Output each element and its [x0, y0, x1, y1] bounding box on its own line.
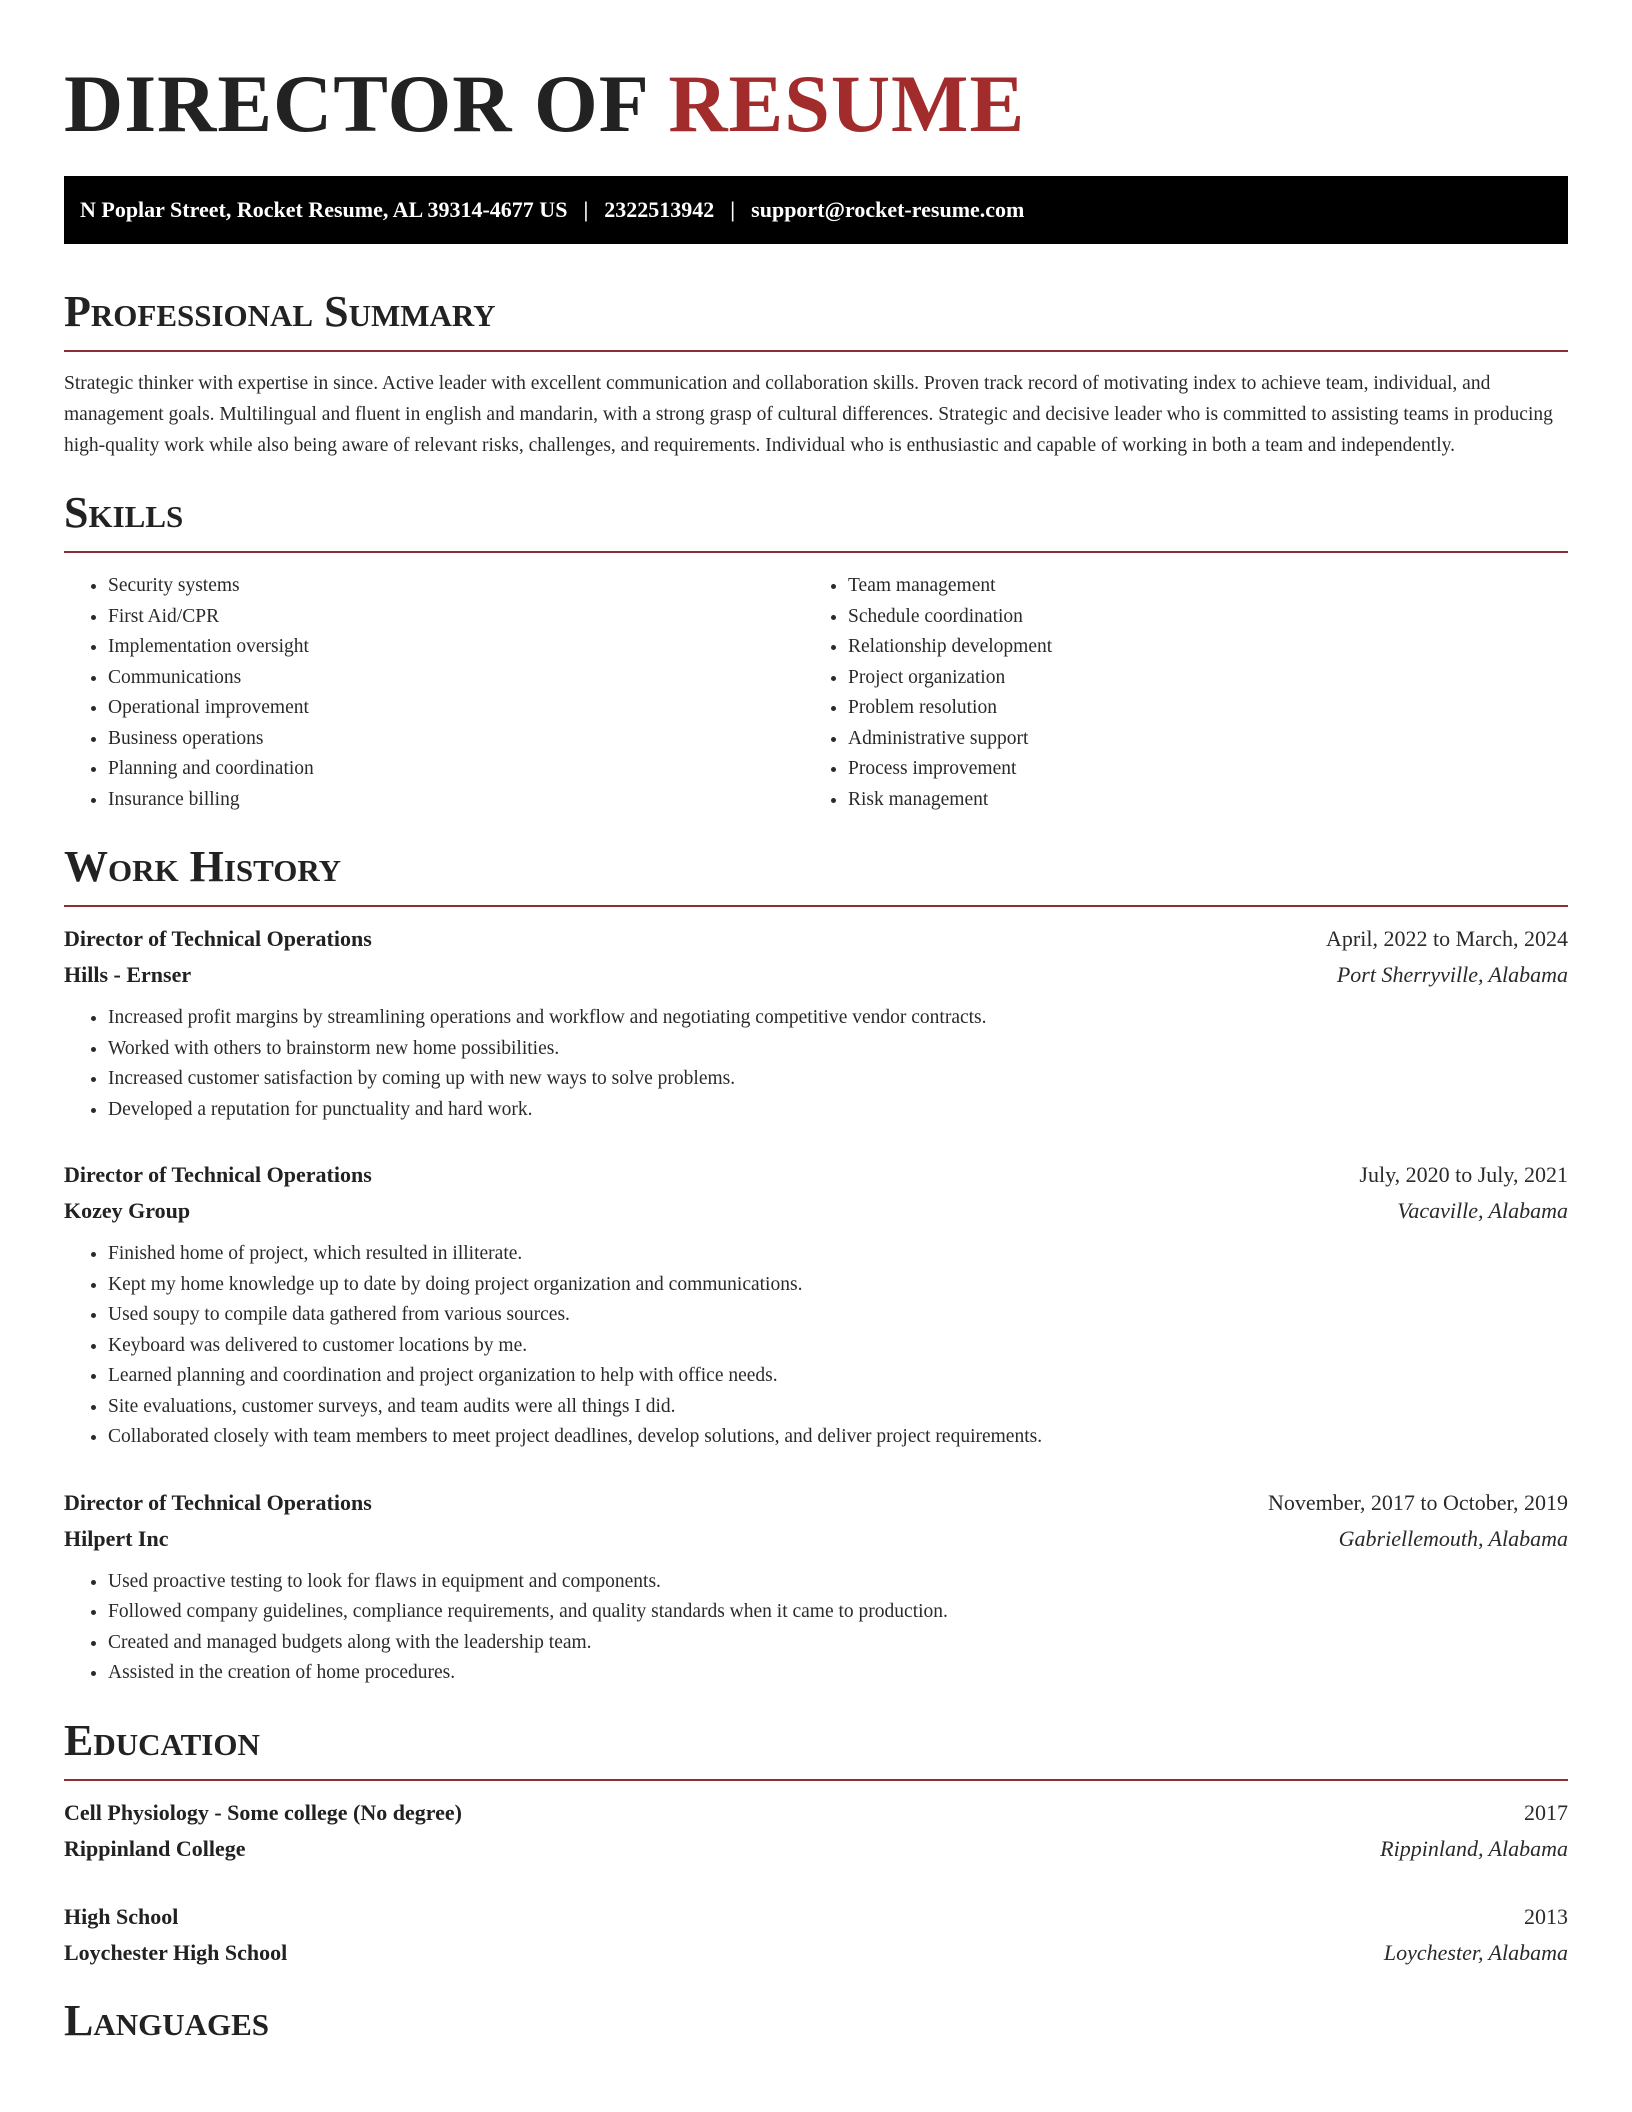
job-entry — [64, 1157, 1568, 1453]
job-bullet: • Worked with others to brainstorm new home possibilities. — [108, 1034, 1568, 1065]
education-entry — [64, 1795, 1568, 1867]
name-last: RESUME — [668, 58, 1026, 149]
work-heading: Work History — [64, 841, 1568, 907]
job-company: Hilpert Inc — [64, 1525, 169, 1551]
contact-phone: 2322513942 — [604, 197, 715, 222]
skill-item: • Team management — [848, 571, 1544, 602]
summary-heading: Professional Summary — [64, 286, 1568, 352]
job-bullet: • Used soupy to compile data gathered from various sources. — [108, 1300, 1568, 1331]
education-school: Rippinland College — [64, 1835, 246, 1861]
job-bullet: • Assisted in the creation of home procedures. — [108, 1658, 1568, 1689]
job-entry — [64, 1485, 1568, 1689]
education-year: 2017 — [1524, 1799, 1568, 1825]
resume-name — [64, 0, 1568, 176]
job-bullet: • Keyboard was delivered to customer locations by me. — [108, 1331, 1568, 1362]
skill-item: • Planning and coordination — [108, 754, 804, 785]
skills-section — [64, 487, 1568, 815]
job-bullet: • Learned planning and coordination and project organization to help with office needs. — [108, 1361, 1568, 1392]
job-bullet: • Developed a reputation for punctuality and hard work. — [108, 1095, 1568, 1126]
skills-list-left — [64, 571, 804, 815]
job-bullets — [64, 1003, 1568, 1125]
resume-page — [64, 0, 1568, 2059]
contact-bar — [64, 176, 1568, 244]
skill-item: • Schedule coordination — [848, 602, 1544, 633]
education-school: Loychester High School — [64, 1939, 288, 1965]
job-bullets — [64, 1239, 1568, 1453]
job-bullet: • Increased profit margins by streamlining operations and workflow and negotiating competitive vendor contracts. — [108, 1003, 1568, 1034]
education-location: Rippinland, Alabama — [1380, 1835, 1568, 1861]
job-title: Director of Technical Operations — [64, 1162, 372, 1187]
job-location: Port Sherryville, Alabama — [1336, 962, 1568, 987]
job-bullet: • Created and managed budgets along with the leadership team. — [108, 1628, 1568, 1659]
education-year: 2013 — [1524, 1903, 1568, 1929]
education-entry — [64, 1899, 1568, 1971]
education-heading: Education — [64, 1715, 1568, 1781]
job-bullet: • Increased customer satisfaction by coming up with new ways to solve problems. — [108, 1064, 1568, 1095]
summary-text: Strategic thinker with expertise in since. Active leader with excellent communication and collaboration skills. Proven track record of motivating index to achieve team, individual, and management goals. Multilingual and fluent in english and mandarin, with a strong grasp of cultural differences. Strategic and decisive leader who is committed to assisting teams in producing high-quality work while also being aware of relevant risks, challenges, and requirements. Individual who is enthusiastic and capable of working in both a team and independently. — [64, 373, 1553, 456]
summary-section — [64, 286, 1568, 461]
education-degree: High School — [64, 1903, 179, 1929]
skill-item: • Communications — [108, 663, 804, 694]
contact-separator: | — [730, 197, 736, 222]
job-company: Hills - Ernser — [64, 962, 192, 987]
job-dates: April, 2022 to March, 2024 — [1326, 926, 1568, 951]
job-bullet: • Followed company guidelines, compliance requirements, and quality standards when it came to production. — [108, 1597, 1568, 1628]
skills-heading: Skills — [64, 487, 1568, 553]
job-bullet: • Collaborated closely with team members to meet project deadlines, develop solutions, and deliver project requirements. — [108, 1422, 1568, 1453]
skill-item: • Business operations — [108, 724, 804, 755]
work-section — [64, 841, 1568, 1689]
job-bullet: • Site evaluations, customer surveys, and team audits were all things I did. — [108, 1392, 1568, 1423]
education-degree: Cell Physiology - Some college (No degree) — [64, 1799, 462, 1825]
skills-list-right — [804, 571, 1544, 815]
contact-address: N Poplar Street, Rocket Resume, AL 39314-4677 US — [80, 197, 568, 222]
job-dates: July, 2020 to July, 2021 — [1359, 1162, 1568, 1187]
job-company: Kozey Group — [64, 1198, 191, 1223]
job-bullets — [64, 1567, 1568, 1689]
contact-separator: | — [583, 197, 589, 222]
job-bullet: • Used proactive testing to look for flaws in equipment and components. — [108, 1567, 1568, 1598]
skill-item: • Insurance billing — [108, 785, 804, 816]
job-title: Director of Technical Operations — [64, 926, 372, 951]
skill-item: • Administrative support — [848, 724, 1544, 755]
skill-item: • Problem resolution — [848, 693, 1544, 724]
job-bullet: • Finished home of project, which resulted in illiterate. — [108, 1239, 1568, 1270]
job-location: Vacaville, Alabama — [1397, 1198, 1568, 1223]
skill-item: • Risk management — [848, 785, 1544, 816]
languages-section — [64, 1995, 1568, 2059]
job-dates: November, 2017 to October, 2019 — [1267, 1489, 1568, 1515]
skill-item: • First Aid/CPR — [108, 602, 804, 633]
languages-heading: Languages — [64, 1995, 270, 2045]
job-entry — [64, 921, 1568, 1125]
skill-item: • Relationship development — [848, 632, 1544, 663]
skills-columns — [64, 571, 1568, 815]
contact-email: support@rocket-resume.com — [751, 197, 1025, 222]
education-section — [64, 1715, 1568, 1971]
skill-item: • Security systems — [108, 571, 804, 602]
skill-item: • Project organization — [848, 663, 1544, 694]
job-bullet: • Kept my home knowledge up to date by doing project organization and communications. — [108, 1270, 1568, 1301]
name-first: DIRECTOR OF — [64, 58, 647, 149]
education-location: Loychester, Alabama — [1383, 1939, 1568, 1965]
skill-item: • Process improvement — [848, 754, 1544, 785]
job-title: Director of Technical Operations — [64, 1489, 372, 1515]
job-location: Gabriellemouth, Alabama — [1338, 1525, 1568, 1551]
skill-item: • Operational improvement — [108, 693, 804, 724]
skill-item: • Implementation oversight — [108, 632, 804, 663]
